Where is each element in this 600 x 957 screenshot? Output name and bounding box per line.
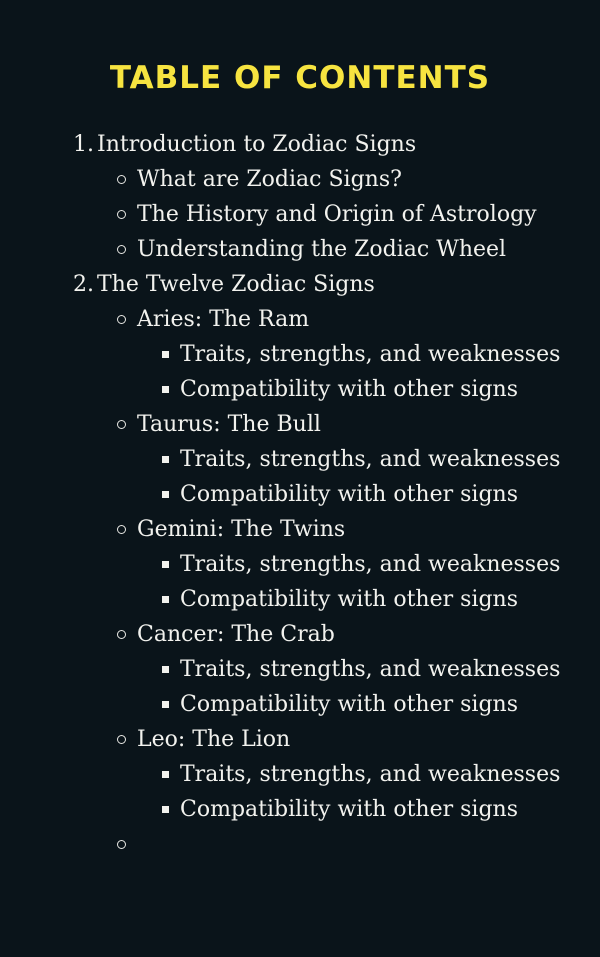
square-bullet-icon [162,561,169,568]
toc-item [0,162,600,197]
toc-subitem [0,547,600,582]
square-bullet-icon [162,701,169,708]
hollow-circle-bullet-icon [117,525,126,534]
square-bullet-icon [162,771,169,778]
toc-item-label: Understanding the Zodiac Wheel [137,237,507,262]
toc-subitem-label: Compatibility with other signs [180,377,518,402]
square-bullet-icon [162,806,169,813]
square-bullet-icon [162,666,169,673]
toc-item-label: Cancer: The Crab [137,622,335,647]
toc-subitem [0,477,600,512]
toc-item-taurus [0,407,600,442]
toc-item-cancer [0,617,600,652]
toc-subitem [0,792,600,827]
toc-subitem-label: Compatibility with other signs [180,692,518,717]
toc-item [0,232,600,267]
toc-subitem [0,582,600,617]
toc-item-label: The History and Origin of Astrology [137,202,537,227]
hollow-circle-bullet-icon [117,210,126,219]
square-bullet-icon [162,596,169,603]
toc-subitem-label: Compatibility with other signs [180,587,518,612]
square-bullet-icon [162,351,169,358]
toc-subitem-label: Traits, strengths, and weaknesses [180,552,561,577]
hollow-circle-bullet-icon [117,315,126,324]
section-label: Introduction to Zodiac Signs [97,132,417,157]
toc-section-1 [72,127,416,162]
square-bullet-icon [162,456,169,463]
hollow-circle-bullet-icon [117,840,126,849]
toc-section-2 [72,267,375,302]
square-bullet-icon [162,386,169,393]
section-number: 2. [73,272,94,297]
toc-subitem [0,757,600,792]
square-bullet-icon [162,491,169,498]
toc-subitem-label: Traits, strengths, and weaknesses [180,447,561,472]
toc-subitem [0,687,600,722]
toc-subitem-label: Traits, strengths, and weaknesses [180,657,561,682]
hollow-circle-bullet-icon [117,245,126,254]
toc-item-label: Gemini: The Twins [137,517,346,542]
toc-item-label: Aries: The Ram [137,307,310,332]
toc-item-label: Leo: The Lion [137,727,291,752]
toc-item-leo [0,722,600,757]
toc-item-aries [0,302,600,337]
toc-subitem-label: Traits, strengths, and weaknesses [180,342,561,367]
toc-item-label: What are Zodiac Signs? [137,167,402,192]
toc-subitem [0,337,600,372]
toc-subitem [0,652,600,687]
hollow-circle-bullet-icon [117,630,126,639]
hollow-circle-bullet-icon [117,735,126,744]
toc-subitem-label: Compatibility with other signs [180,797,518,822]
toc-subitem-label: Traits, strengths, and weaknesses [180,762,561,787]
toc-subitem-label: Compatibility with other signs [180,482,518,507]
toc-item-label: Taurus: The Bull [137,412,321,437]
section-label: The Twelve Zodiac Signs [97,272,375,297]
toc-subitem [0,372,600,407]
toc-item [0,197,600,232]
toc-item-empty [0,827,600,862]
toc-item-gemini [0,512,600,547]
toc-subitem [0,442,600,477]
hollow-circle-bullet-icon [117,420,126,429]
section-number: 1. [73,132,94,157]
page-title: TABLE OF CONTENTS [109,60,491,96]
hollow-circle-bullet-icon [117,175,126,184]
